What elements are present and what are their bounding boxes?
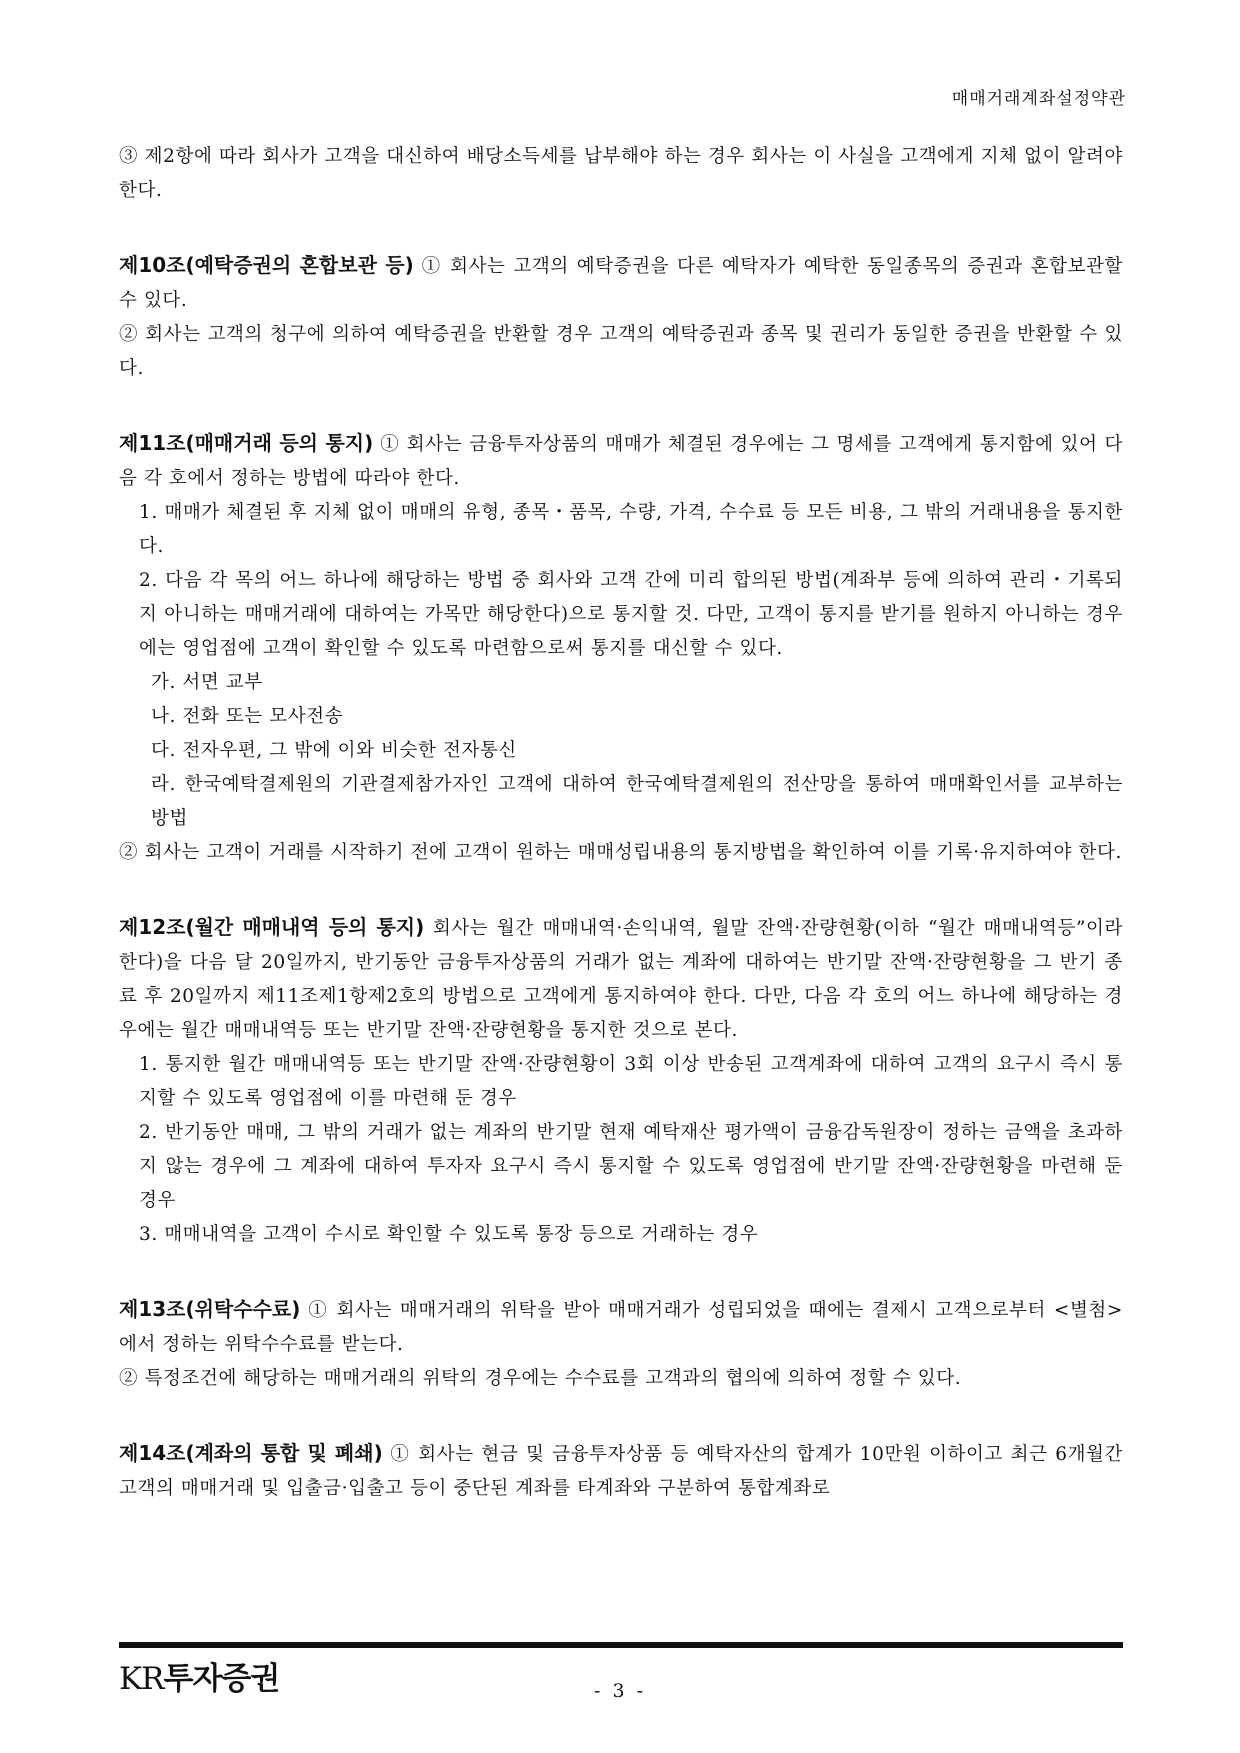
article-11 bbox=[119, 426, 1123, 870]
article-13-title: 제13조(위탁수수료) bbox=[119, 1297, 301, 1321]
article-11-intro: ① 회사는 금융투자상품의 매매가 체결된 경우에는 그 명세를 고객에게 통지함에 있어 다음 각 호에서 정하는 방법에 따라야 한다. bbox=[119, 434, 1123, 489]
article-10-paragraph-1: ① 회사는 고객의 예탁증권을 다른 예탁자가 예탁한 동일종목의 증권과 혼합보관할 수 있다. bbox=[119, 256, 1123, 311]
document-header-title: 매매거래계좌설정약관 bbox=[951, 89, 1126, 109]
article-11-subitem-na: 나. 전화 또는 모사전송 bbox=[151, 706, 344, 727]
article-12-item-2: 2. 반기동안 매매, 그 밖의 거래가 없는 계좌의 반기말 현재 예탁재산 평가액이 금융감독원장이 정하는 금액을 초과하지 않는 경우에 그 계좌에 대하여 투자자 요구시 즉시 통지할 수 있도록 영업점에 반기말 잔액·잔량현황을 마련해 둔 경우 bbox=[139, 1122, 1123, 1211]
logo-korean-text: 투자증권 bbox=[163, 1661, 280, 1697]
article-10-title: 제10조(예탁증권의 혼합보관 등) bbox=[119, 253, 414, 277]
article-12-item-1: 1. 통지한 월간 매매내역등 또는 반기말 잔액·잔량현황이 3회 이상 반송된 고객계좌에 대하여 고객의 요구시 즉시 통지할 수 있도록 영업점에 이를 마련해 둔 경우 bbox=[139, 1054, 1123, 1109]
article-12-intro: 회사는 월간 매매내역·손익내역, 월말 잔액·잔량현황(이하 “월간 매매내역등”이라 한다)을 다음 달 20일까지, 반기동안 금융투자상품의 거래가 없는 계좌에 대하여는 반기말 잔액·잔량현황을 그 반기 종료 후 20일까지 제11조제1항제2호의 방법으로 고객에게 통지하여야 한다. 다만, 다음 각 호의 어느 하나에 해당하는 경우에는 월간 매매내역등 또는 반기말 잔액·잔량현황을 통지한 것으로 본다. bbox=[119, 918, 1123, 1041]
footer-divider bbox=[119, 1642, 1123, 1648]
article-13-paragraph-2: ② 특정조건에 해당하는 매매거래의 위탁의 경우에는 수수료를 고객과의 협의에 의하여 정할 수 있다. bbox=[119, 1368, 962, 1389]
article-11-title: 제11조(매매거래 등의 통지) bbox=[119, 431, 374, 455]
article-9-paragraph-3: ③ 제2항에 따라 회사가 고객을 대신하여 배당소득세를 납부해야 하는 경우 회사는 이 사실을 고객에게 지체 없이 알려야 한다. bbox=[119, 146, 1123, 201]
article-11-subitem-ra: 라. 한국예탁결제원의 기관결제참가자인 고객에 대하여 한국예탁결제원의 전산망을 통하여 매매확인서를 교부하는 방법 bbox=[151, 774, 1123, 829]
logo-latin-text: KR bbox=[119, 1661, 164, 1697]
article-10-paragraph-2: ② 회사는 고객의 청구에 의하여 예탁증권을 반환할 경우 고객의 예탁증권과 종목 및 권리가 동일한 증권을 반환할 수 있다. bbox=[119, 324, 1123, 379]
article-13-paragraph-1: ① 회사는 매매거래의 위탁을 받아 매매거래가 성립되었을 때에는 결제시 고객으로부터 <별첨>에서 정하는 위탁수수료를 받는다. bbox=[119, 1300, 1123, 1355]
article-12-title: 제12조(월간 매매내역 등의 통지) bbox=[119, 915, 425, 939]
article-14 bbox=[119, 1436, 1123, 1506]
article-11-item-2: 2. 다음 각 목의 어느 하나에 해당하는 방법 중 회사와 고객 간에 미리 합의된 방법(계좌부 등에 의하여 관리・기록되지 아니하는 매매거래에 대하여는 가목만 해당한다)으로 통지할 것. 다만, 고객이 통지를 받기를 원하지 아니하는 경우에는 영업점에 고객이 확인할 수 있도록 마련함으로써 통지를 대신할 수 있다. bbox=[139, 570, 1123, 659]
article-14-paragraph-1: ① 회사는 현금 및 금융투자상품 등 예탁자산의 합계가 10만원 이하이고 최근 6개월간 고객의 매매거래 및 입출금·입출고 등이 중단된 계좌를 타계좌와 구분하여 통합계좌로 bbox=[119, 1444, 1123, 1499]
article-13 bbox=[119, 1292, 1123, 1396]
article-10 bbox=[119, 248, 1123, 386]
article-11-item-1: 1. 매매가 체결된 후 지체 없이 매매의 유형, 종목・품목, 수량, 가격, 수수료 등 모든 비용, 그 밖의 거래내용을 통지한다. bbox=[139, 502, 1123, 557]
article-12-item-3: 3. 매매내역을 고객이 수시로 확인할 수 있도록 통장 등으로 거래하는 경우 bbox=[139, 1224, 759, 1245]
article-11-paragraph-2: ② 회사는 고객이 거래를 시작하기 전에 고객이 원하는 매매성립내용의 통지방법을 확인하여 이를 기록·유지하여야 한다. bbox=[119, 842, 1122, 863]
article-11-subitem-da: 다. 전자우편, 그 밖에 이와 비슷한 전자통신 bbox=[151, 740, 517, 761]
document-body bbox=[119, 140, 1123, 1506]
article-11-subitem-ga: 가. 서면 교부 bbox=[151, 672, 263, 693]
page-number: - 3 - bbox=[593, 1680, 646, 1702]
article-14-title: 제14조(계좌의 통합 및 폐쇄) bbox=[119, 1441, 383, 1465]
article-12 bbox=[119, 910, 1123, 1252]
